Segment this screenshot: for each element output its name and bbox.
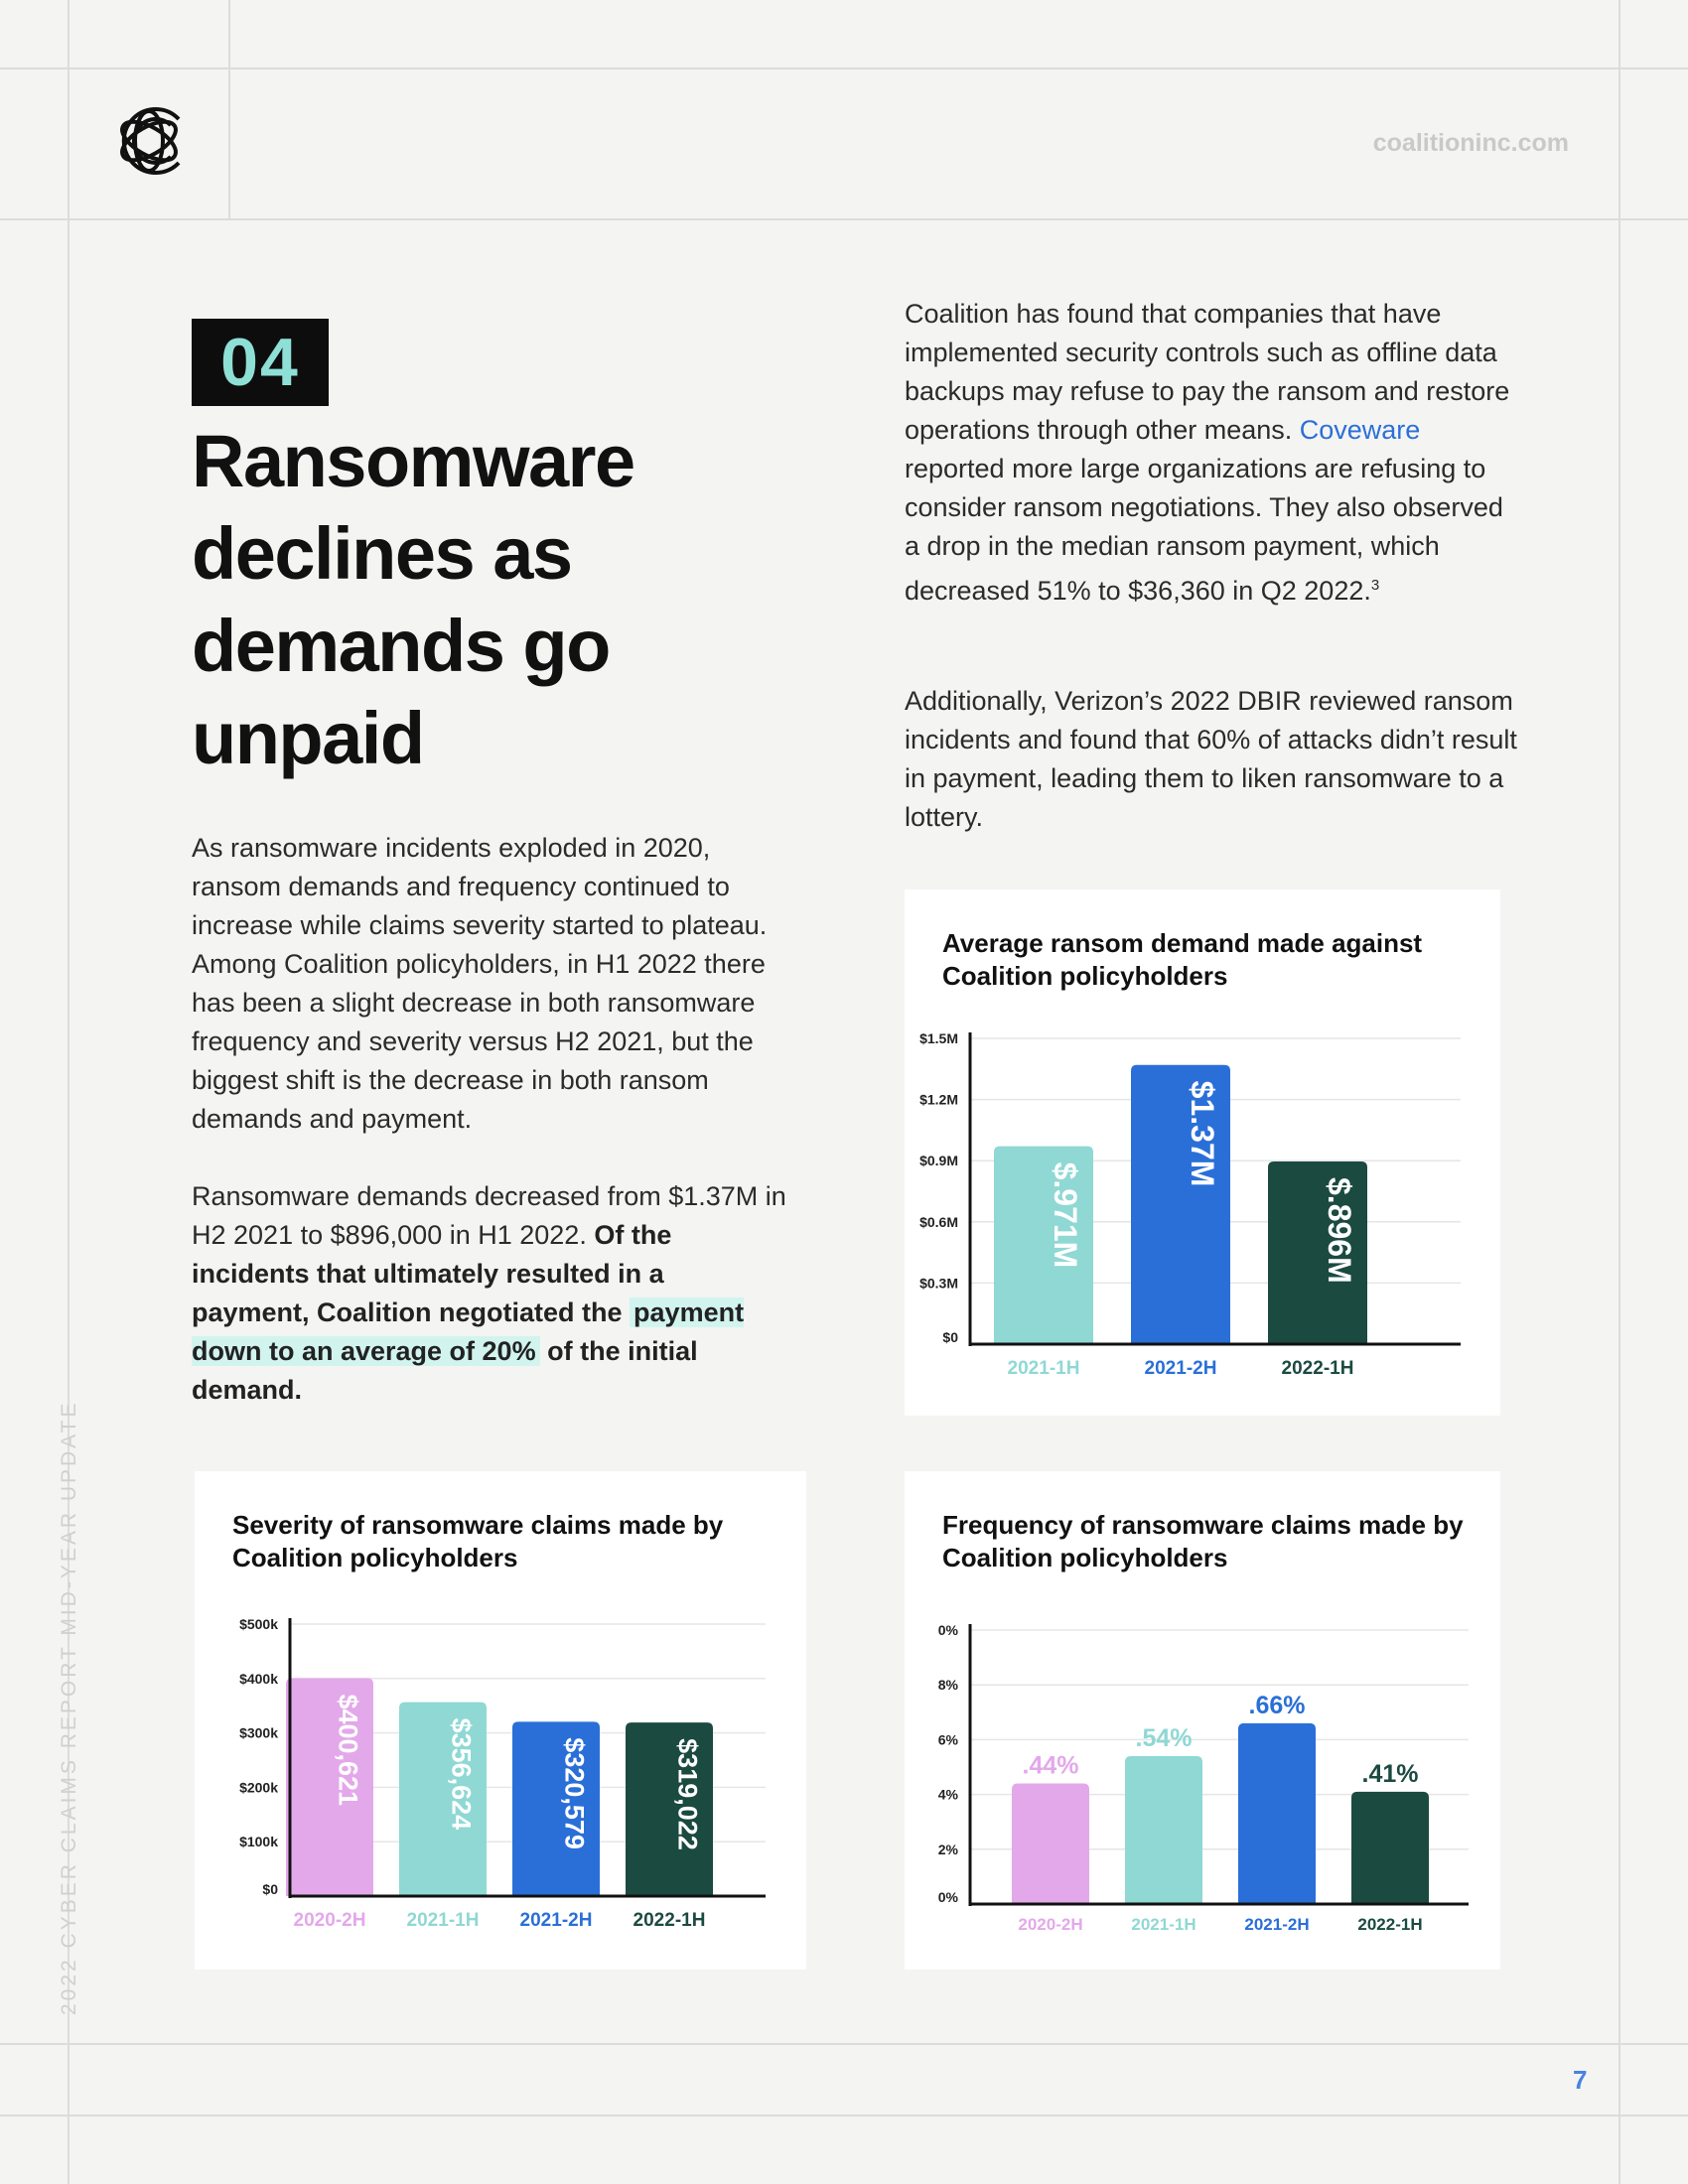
y-tick-label: 0% — [937, 1622, 958, 1638]
y-tick-label: $500k — [239, 1616, 278, 1632]
grid-line — [228, 0, 230, 220]
bar-value-label: $319,022 — [672, 1738, 703, 1850]
x-tick-label: 2021-1H — [1007, 1358, 1080, 1379]
verizon-paragraph: Additionally, Verizon’s 2022 DBIR reviewed ransom incidents and found that 60% of attacks didn’t result in payment, leading them to liken ransomware to a lottery. — [905, 686, 1517, 832]
y-tick-label: $400k — [239, 1670, 278, 1687]
demand-chart — [905, 889, 1500, 1416]
grid-line — [0, 2043, 1688, 2045]
coalition-logo-icon — [109, 99, 193, 183]
x-tick-label: 2020-2H — [1018, 1915, 1083, 1934]
coveware-text: reported more large organizations are refusing to consider ransom negotiations. They also observed a drop in the median ransom payment, which decreased 51% to $36,360 in Q2 2022. — [905, 454, 1503, 606]
x-tick-label: 2021-2H — [1144, 1358, 1217, 1379]
initial-demand-text: of the initial demand. — [192, 1336, 698, 1405]
y-tick-label: $0.3M — [919, 1275, 958, 1292]
y-tick-label: 0% — [937, 1889, 958, 1905]
bar-2020-2H — [1012, 1784, 1089, 1904]
demand-chart-title: Average ransom demand made against Coalition policyholders — [942, 928, 1423, 991]
highlight-text: payment down to an average of 20% — [192, 1297, 745, 1366]
bar-2021-1H — [1125, 1756, 1202, 1904]
bar-value-label: .41% — [1361, 1759, 1419, 1788]
bar-value-label: $400,621 — [333, 1694, 363, 1807]
x-tick-label: 2021-1H — [406, 1910, 480, 1931]
site-url[interactable]: coalitioninc.com — [1372, 129, 1569, 157]
demand-text: Ransomware demands decreased from $1.37M in H2 2021 to $896,000 in H1 2022. — [192, 1181, 786, 1250]
x-tick-label: 2022-1H — [1281, 1358, 1354, 1379]
page-number: 7 — [1573, 2065, 1588, 2095]
x-tick-label: 2021-2H — [1244, 1915, 1310, 1934]
bar-2022-1H — [1351, 1792, 1429, 1904]
bar-value-label: $320,579 — [559, 1737, 590, 1849]
y-tick-label: $0 — [942, 1329, 958, 1345]
frequency-chart-card — [905, 1471, 1500, 1970]
y-tick-label: $300k — [239, 1724, 278, 1741]
severity-chart-card — [195, 1471, 806, 1970]
grid-line — [0, 68, 1688, 69]
x-tick-label: 2022-1H — [633, 1910, 706, 1931]
intro-paragraph: As ransomware incidents exploded in 2020, ransom demands and frequency continued to increase while claims severity started to plateau. Among Coalition policyholders, in H1 2022 there has been a slight decrease in both ransomware frequency and severity versus H2 2021, but the biggest shift is the decrease in both ransom demands and payment. — [192, 833, 768, 1134]
severity-chart-title: Severity of ransomware claims made by Coalition policyholders — [232, 1510, 724, 1572]
y-tick-label: $0 — [262, 1881, 278, 1897]
y-tick-label: 4% — [937, 1786, 958, 1803]
bar-value-label: $356,624 — [446, 1717, 477, 1831]
grid-line — [0, 2115, 1688, 2116]
x-tick-label: 2022-1H — [1357, 1915, 1423, 1934]
grid-line — [1618, 0, 1620, 2184]
x-tick-label: 2021-2H — [519, 1910, 593, 1931]
y-tick-label: 8% — [937, 1677, 958, 1694]
section-number: 04 — [192, 319, 329, 406]
y-tick-label: 6% — [937, 1731, 958, 1748]
coveware-link[interactable]: Coveware — [1299, 415, 1421, 445]
y-tick-label: $100k — [239, 1834, 278, 1850]
y-tick-label: $0.9M — [919, 1153, 958, 1169]
y-tick-label: $0.6M — [919, 1213, 958, 1230]
page-title: Ransomware declines as demands go unpaid — [192, 420, 634, 779]
y-tick-label: $200k — [239, 1779, 278, 1796]
coveware-paragraph — [905, 295, 1520, 611]
side-report-label: 2022 CYBER CLAIMS REPORT MID-YEAR UPDATE — [58, 1400, 80, 2015]
bar-value-label: $.971M — [1048, 1161, 1084, 1269]
bar-value-label: .54% — [1135, 1723, 1193, 1752]
frequency-chart — [905, 1471, 1500, 1970]
controls-text: Coalition has found that companies that have implemented security controls such as offline data backups may refuse to pay the ransom and restore operations through other means. — [905, 299, 1510, 445]
frequency-chart-title: Frequency of ransomware claims made by Coalition policyholders — [942, 1510, 1464, 1572]
grid-line — [0, 218, 1688, 220]
demand-paragraph — [192, 1177, 787, 1410]
severity-chart — [195, 1471, 806, 1970]
footnote-marker[interactable]: 3 — [1370, 577, 1380, 594]
negotiation-text: Of the incidents that ultimately resulted in a payment, Coalition negotiated the — [192, 1220, 672, 1327]
demand-chart-card — [905, 889, 1500, 1416]
bar-value-label: $1.37M — [1185, 1080, 1221, 1187]
bar-value-label: .44% — [1022, 1751, 1079, 1780]
bar-2021-2H — [1238, 1723, 1316, 1904]
x-tick-label: 2021-1H — [1131, 1915, 1196, 1934]
y-tick-label: $1.2M — [919, 1091, 958, 1108]
bar-value-label: $.896M — [1322, 1177, 1358, 1284]
y-tick-label: 2% — [937, 1841, 958, 1857]
bar-value-label: .66% — [1248, 1691, 1306, 1719]
y-tick-label: $1.5M — [919, 1030, 958, 1046]
x-tick-label: 2020-2H — [293, 1910, 366, 1931]
